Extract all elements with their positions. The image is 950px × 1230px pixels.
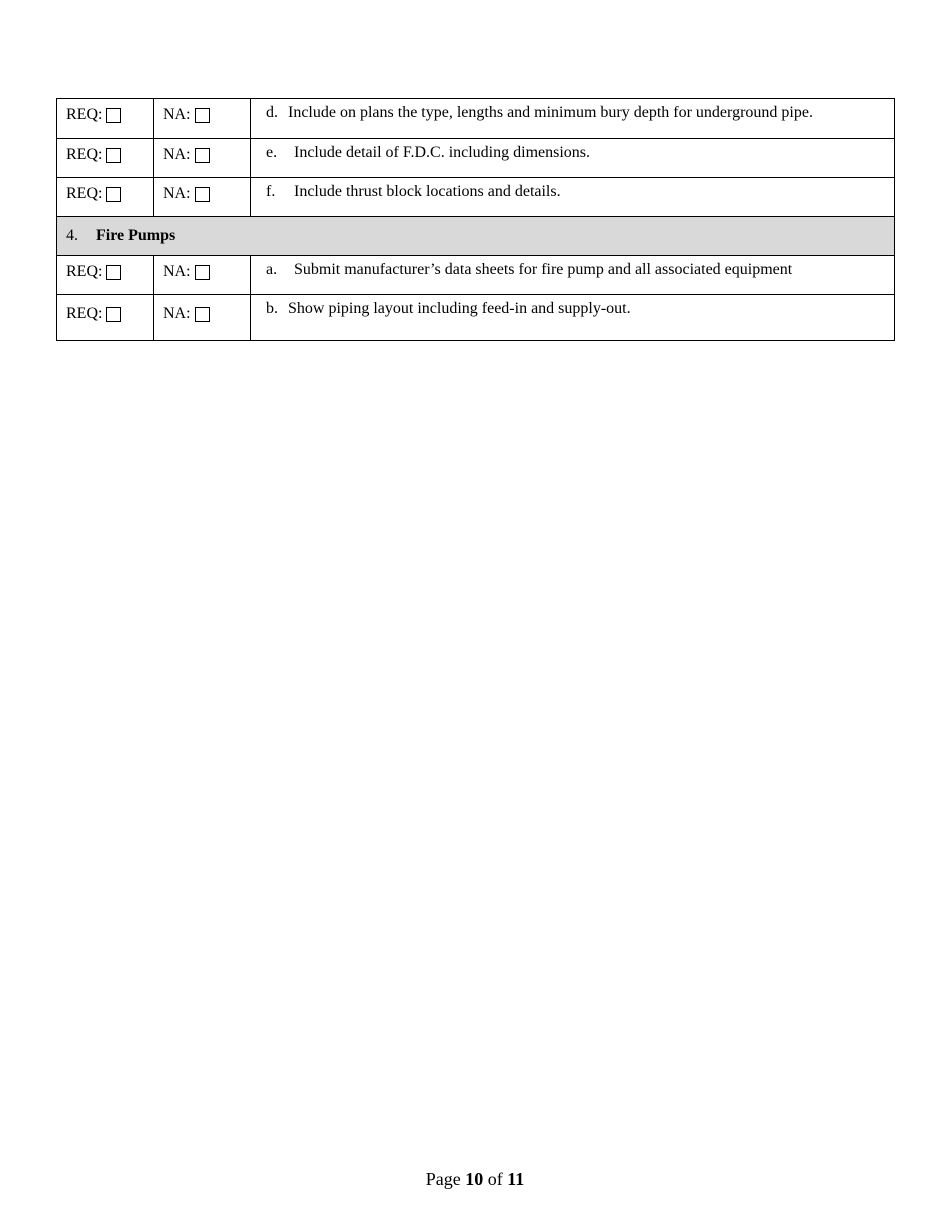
page-prefix: Page bbox=[425, 1169, 461, 1189]
item-cell bbox=[251, 256, 895, 295]
item-cell bbox=[251, 139, 895, 178]
req-checkbox[interactable] bbox=[106, 187, 121, 202]
item-cell bbox=[251, 295, 895, 341]
req-cell bbox=[57, 256, 154, 295]
na-checkbox[interactable] bbox=[195, 187, 210, 202]
req-checkbox[interactable] bbox=[106, 307, 121, 322]
section-number: 4. bbox=[66, 227, 78, 244]
req-cell bbox=[57, 178, 154, 217]
req-label: REQ: bbox=[66, 305, 103, 322]
item-text: Include on plans the type, lengths and minimum bury depth for underground pipe. bbox=[288, 104, 813, 121]
item-text: Show piping layout including feed-in and supply-out. bbox=[288, 300, 631, 317]
table-row bbox=[57, 178, 895, 217]
req-label: REQ: bbox=[66, 185, 103, 202]
na-checkbox[interactable] bbox=[195, 108, 210, 123]
na-label: NA: bbox=[163, 305, 191, 322]
item-cell bbox=[251, 99, 895, 139]
item-letter: a. bbox=[266, 261, 278, 278]
req-label: REQ: bbox=[66, 263, 103, 280]
item-text: Include thrust block locations and details. bbox=[294, 183, 561, 200]
item-letter: d. bbox=[266, 104, 278, 121]
page-of-label: of bbox=[487, 1169, 503, 1189]
req-checkbox[interactable] bbox=[106, 108, 121, 123]
req-cell bbox=[57, 99, 154, 139]
item-cell bbox=[251, 178, 895, 217]
na-label: NA: bbox=[163, 263, 191, 280]
item-letter: b. bbox=[266, 300, 278, 317]
section-title: Fire Pumps bbox=[96, 227, 176, 244]
na-label: NA: bbox=[163, 106, 191, 123]
req-label: REQ: bbox=[66, 146, 103, 163]
req-cell bbox=[57, 295, 154, 341]
page-footer bbox=[0, 1169, 950, 1190]
na-cell bbox=[154, 139, 251, 178]
na-cell bbox=[154, 256, 251, 295]
page-total: 11 bbox=[507, 1169, 525, 1189]
item-text: Submit manufacturer’s data sheets for fire pump and all associated equipment bbox=[294, 261, 793, 278]
section-header-cell bbox=[57, 217, 895, 256]
na-checkbox[interactable] bbox=[195, 307, 210, 322]
table-row bbox=[57, 99, 895, 139]
table-row bbox=[57, 139, 895, 178]
req-cell bbox=[57, 139, 154, 178]
req-label: REQ: bbox=[66, 106, 103, 123]
item-letter: e. bbox=[266, 144, 278, 161]
na-cell bbox=[154, 295, 251, 341]
section-header-row bbox=[57, 217, 895, 256]
req-checkbox[interactable] bbox=[106, 265, 121, 280]
na-cell bbox=[154, 99, 251, 139]
table-row bbox=[57, 256, 895, 295]
table-row bbox=[57, 295, 895, 341]
na-checkbox[interactable] bbox=[195, 265, 210, 280]
na-cell bbox=[154, 178, 251, 217]
page-number: 10 bbox=[465, 1169, 484, 1189]
na-checkbox[interactable] bbox=[195, 148, 210, 163]
na-label: NA: bbox=[163, 185, 191, 202]
na-label: NA: bbox=[163, 146, 191, 163]
checklist-table bbox=[56, 98, 895, 341]
item-letter: f. bbox=[266, 183, 276, 200]
item-text: Include detail of F.D.C. including dimensions. bbox=[294, 144, 591, 161]
req-checkbox[interactable] bbox=[106, 148, 121, 163]
